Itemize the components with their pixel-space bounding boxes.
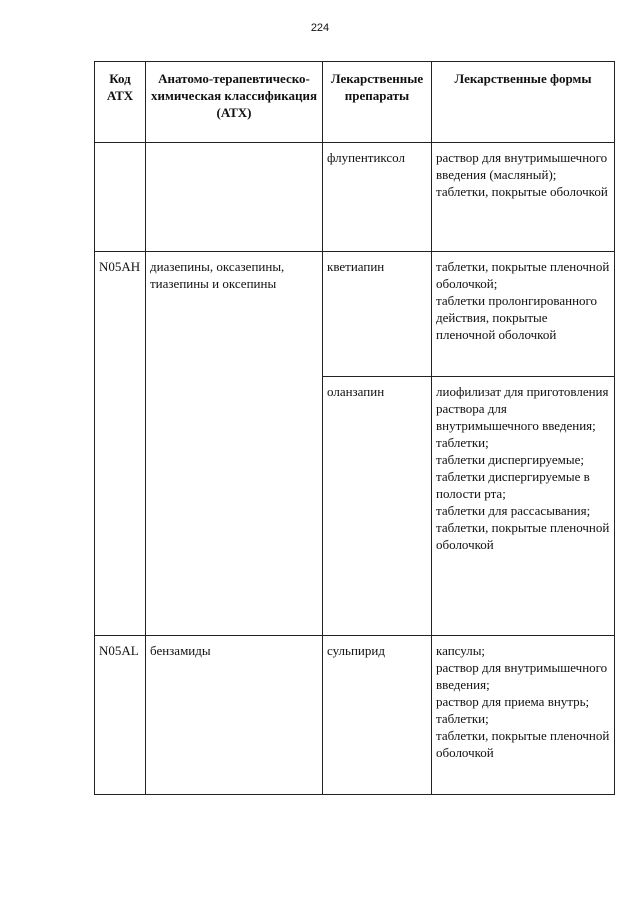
drug-classification-table: [94, 61, 615, 795]
form-item: раствор для внутримышечного введения;: [436, 660, 608, 692]
cell-drug: оланзапин: [323, 377, 432, 636]
table-row: [95, 143, 615, 252]
header-drugs: Лекарственные препараты: [323, 62, 432, 143]
table-row: [95, 636, 615, 795]
cell-drug: флупентиксол: [323, 143, 432, 252]
table-row: [95, 252, 615, 377]
form-item: раствор для приема внутрь;: [436, 694, 590, 709]
form-item: раствор для внутримышечного введения (масляный);: [436, 150, 608, 182]
cell-classification: диазепины, оксазепины, тиазепины и оксепины: [146, 252, 323, 377]
form-item: таблетки диспергируемые в полости рта;: [436, 469, 590, 501]
cell-classification: [146, 143, 323, 252]
cell-code: N05AH: [95, 252, 146, 377]
cell-forms: [432, 143, 615, 252]
form-item: таблетки, покрытые пленочной оболочкой: [436, 728, 610, 760]
cell-code: N05AL: [95, 636, 146, 795]
header-forms: Лекарственные формы: [432, 62, 615, 143]
form-item: таблетки для рассасывания;: [436, 503, 591, 518]
cell-code: [95, 377, 146, 636]
form-item: капсулы;: [436, 643, 486, 658]
cell-code: [95, 143, 146, 252]
form-item: таблетки, покрытые пленочной оболочкой;: [436, 259, 610, 291]
header-classification: Анатомо-терапевтическо-химическая классификация (АТХ): [146, 62, 323, 143]
cell-forms: [432, 252, 615, 377]
form-item: таблетки пролонгированного действия, покрытые пленочной оболочкой: [436, 293, 598, 342]
header-code: Код АТХ: [95, 62, 146, 143]
form-item: таблетки диспергируемые;: [436, 452, 584, 467]
cell-drug: сульпирид: [323, 636, 432, 795]
form-item: лиофилизат для приготовления раствора для внутримышечного введения;: [436, 384, 609, 433]
cell-classification: бензамиды: [146, 636, 323, 795]
form-item: таблетки, покрытые оболочкой: [436, 184, 608, 199]
cell-forms: [432, 636, 615, 795]
table-row: [95, 377, 615, 636]
cell-drug: кветиапин: [323, 252, 432, 377]
cell-classification: [146, 377, 323, 636]
table-header-row: [95, 62, 615, 143]
form-item: таблетки, покрытые пленочной оболочкой: [436, 520, 610, 552]
cell-forms: [432, 377, 615, 636]
form-item: таблетки;: [436, 711, 489, 726]
form-item: таблетки;: [436, 435, 489, 450]
page-number: 224: [310, 22, 330, 34]
